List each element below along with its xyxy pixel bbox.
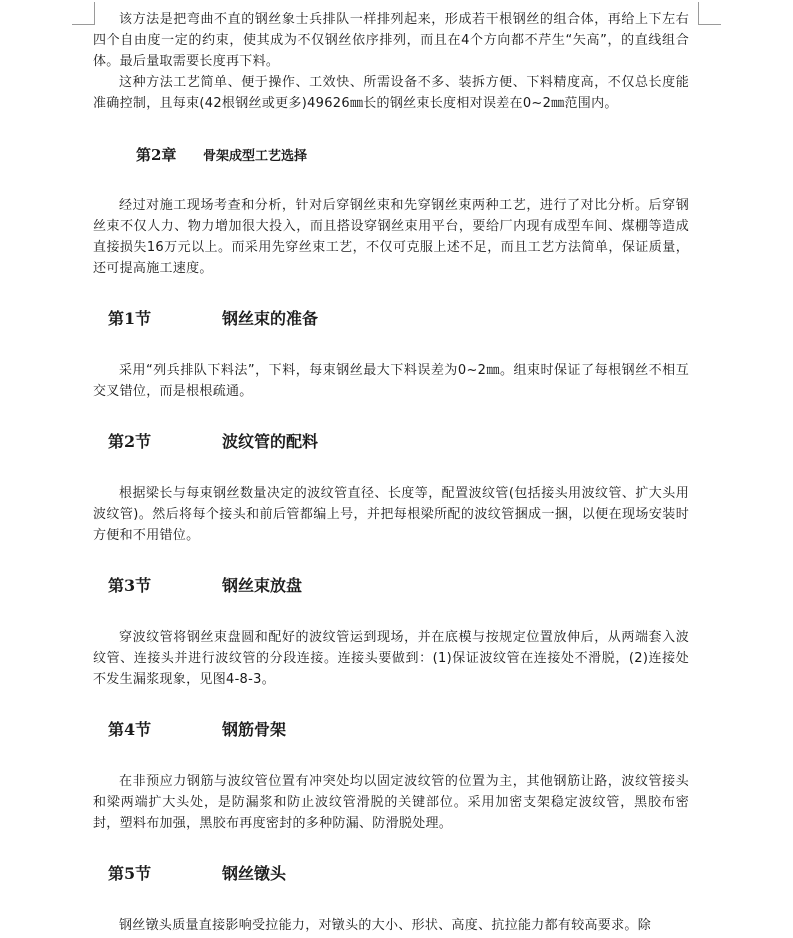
section-title: 钢丝镦头 [222,864,287,883]
section-number: 第1节 [108,309,152,328]
chapter-heading [93,144,689,166]
section-heading-3 [93,574,689,598]
section-number: 第5节 [108,864,152,883]
paragraph-section-4: 在非预应力钢筋与波纹管位置有冲突处均以固定波纹管的位置为主，其他钢筋让路，波纹管接头和梁两端扩大头处，是防漏浆和防止波纹管滑脱的关键部位。采用加密支架稳定波纹管，黑胶布密封，塑料布加强，黑胶布再度密封的多种防漏、防滑脱处理。 [93,774,689,831]
section-number: 第3节 [108,576,152,595]
section-title: 钢筋骨架 [222,720,287,739]
section-heading-1 [93,307,689,331]
margin-corner-mark-left [72,2,95,25]
paragraph-section-1: 采用“列兵排队下料法”，下料，每束钢丝最大下料误差为0~2㎜。组束时保证了每根钢丝不相互交叉错位，而是根根疏通。 [93,363,689,399]
section-number: 第2节 [108,432,152,451]
section-title: 钢丝束的准备 [222,309,319,328]
section-title: 钢丝束放盘 [222,576,303,595]
chapter-title: 骨架成型工艺选择 [203,149,308,164]
section-title: 波纹管的配料 [222,432,319,451]
section-heading-2 [93,430,689,454]
paragraph-section-2: 根据梁长与每束钢丝数量决定的波纹管直径、长度等，配置波纹管(包括接头用波纹管、扩大头用波纹管)。然后将每个接头和前后管都编上号，并把每根梁所配的波纹管捆成一捆，以便在现场安装时方便和不用错位。 [93,486,689,543]
margin-corner-mark-right [698,2,721,25]
paragraph-section-3: 穿波纹管将钢丝束盘圆和配好的波纹管运到现场，并在底模与按规定位置放伸后，从两端套入波纹管、连接头并进行波纹管的分段连接。连接头要做到：(1)保证波纹管在连接处不滑脱，(2)连接处不发生漏浆现象，见图4-8-3。 [93,630,689,687]
section-heading-5 [93,862,689,886]
paragraph-intro-2: 这种方法工艺简单、便于操作、工效快、所需设备不多、装拆方便、下料精度高，不仅总长度能准确控制，且每束(42根钢丝或更多)49626㎜长的钢丝束长度相对误差在0~2㎜范围内。 [93,75,689,111]
chapter-number: 第2章 [136,146,177,164]
paragraph-intro-1: 该方法是把弯曲不直的钢丝象士兵排队一样排列起来，形成若干根钢丝的组合体，再给上下左右四个自由度一定的约束，使其成为不仅钢丝依序排列，而且在4个方向都不芹生“矢高”，的直线组合体。最后量取需要长度再下料。 [93,12,689,69]
section-number: 第4节 [108,720,152,739]
section-heading-4 [93,718,689,742]
document-body [93,9,689,936]
paragraph-chapter: 经过对施工现场考查和分析，针对后穿钢丝束和先穿钢丝束两种工艺，进行了对比分析。后穿钢丝束不仅人力、物力增加很大投入，而且搭设穿钢丝束用平台，要给厂内现有成型车间、煤棚等造成直接损失16万元以上。而采用先穿丝束工艺，不仅可克服上述不足，而且工艺方法简单，保证质量，还可提高施工速度。 [93,198,689,276]
paragraph-section-5: 钢丝镦头质量直接影响受拉能力，对镦头的大小、形状、高度、抗拉能力都有较高要求。除 [119,918,652,933]
